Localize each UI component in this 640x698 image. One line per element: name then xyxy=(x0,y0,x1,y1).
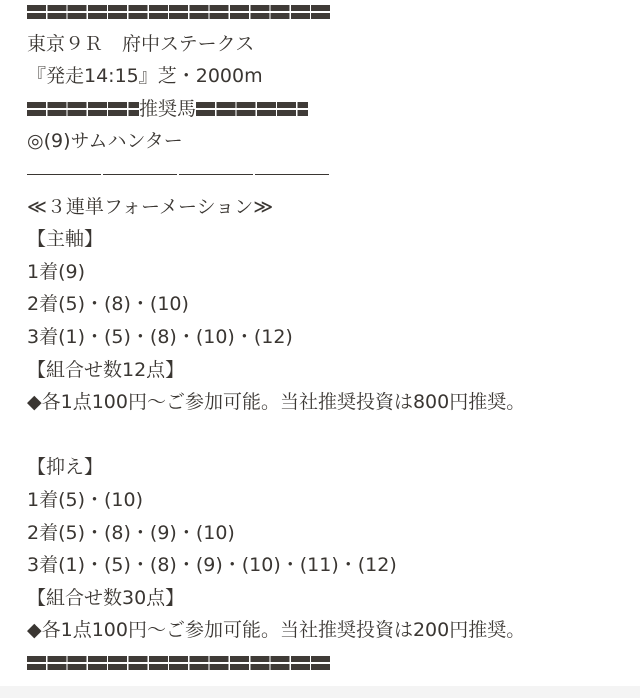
main-label: 【主軸】 xyxy=(27,228,104,251)
thin-separator-bar xyxy=(27,174,331,175)
backup-third: 3着(1)・(5)・(8)・(9)・(10)・(11)・(12) xyxy=(27,554,397,577)
backup-label: 【抑え】 xyxy=(27,456,104,479)
backup-first: 1着(5)・(10) xyxy=(27,488,144,511)
backup-second: 2着(5)・(8)・(9)・(10) xyxy=(27,521,235,544)
recommended-heading xyxy=(27,93,640,126)
recommended-horse: ◎(9)サムハンター xyxy=(27,130,183,153)
formation-title: ≪３連単フォーメーション≫ xyxy=(27,195,274,218)
main-note: ◆各1点100円～ご参加可能。当社推奨投資は800円推奨。 xyxy=(27,391,526,414)
bottom-separator xyxy=(27,647,640,680)
blank-line xyxy=(27,419,640,452)
page-bottom-strip xyxy=(0,686,640,698)
bold-separator-bar xyxy=(27,5,331,19)
bold-separator-right xyxy=(196,102,308,116)
backup-combos: 【組合せ数30点】 xyxy=(27,586,185,609)
backup-note: ◆各1点100円～ご参加可能。当社推奨投資は200円推奨。 xyxy=(27,619,526,642)
main-third: 3着(1)・(5)・(8)・(10)・(12) xyxy=(27,325,293,348)
main-first: 1着(9) xyxy=(27,260,86,283)
bold-separator-left xyxy=(27,102,139,116)
race-start-info: 『発走14:15』芝・2000m xyxy=(27,65,263,88)
recommended-title: 推奨馬 xyxy=(139,97,197,120)
thin-separator xyxy=(27,158,640,191)
main-second: 2着(5)・(8)・(10) xyxy=(27,293,189,316)
main-combos: 【組合せ数12点】 xyxy=(27,358,185,381)
race-header: 東京９Ｒ 府中ステークス xyxy=(27,32,255,55)
bold-separator-bar xyxy=(27,656,331,670)
top-separator xyxy=(27,0,640,28)
